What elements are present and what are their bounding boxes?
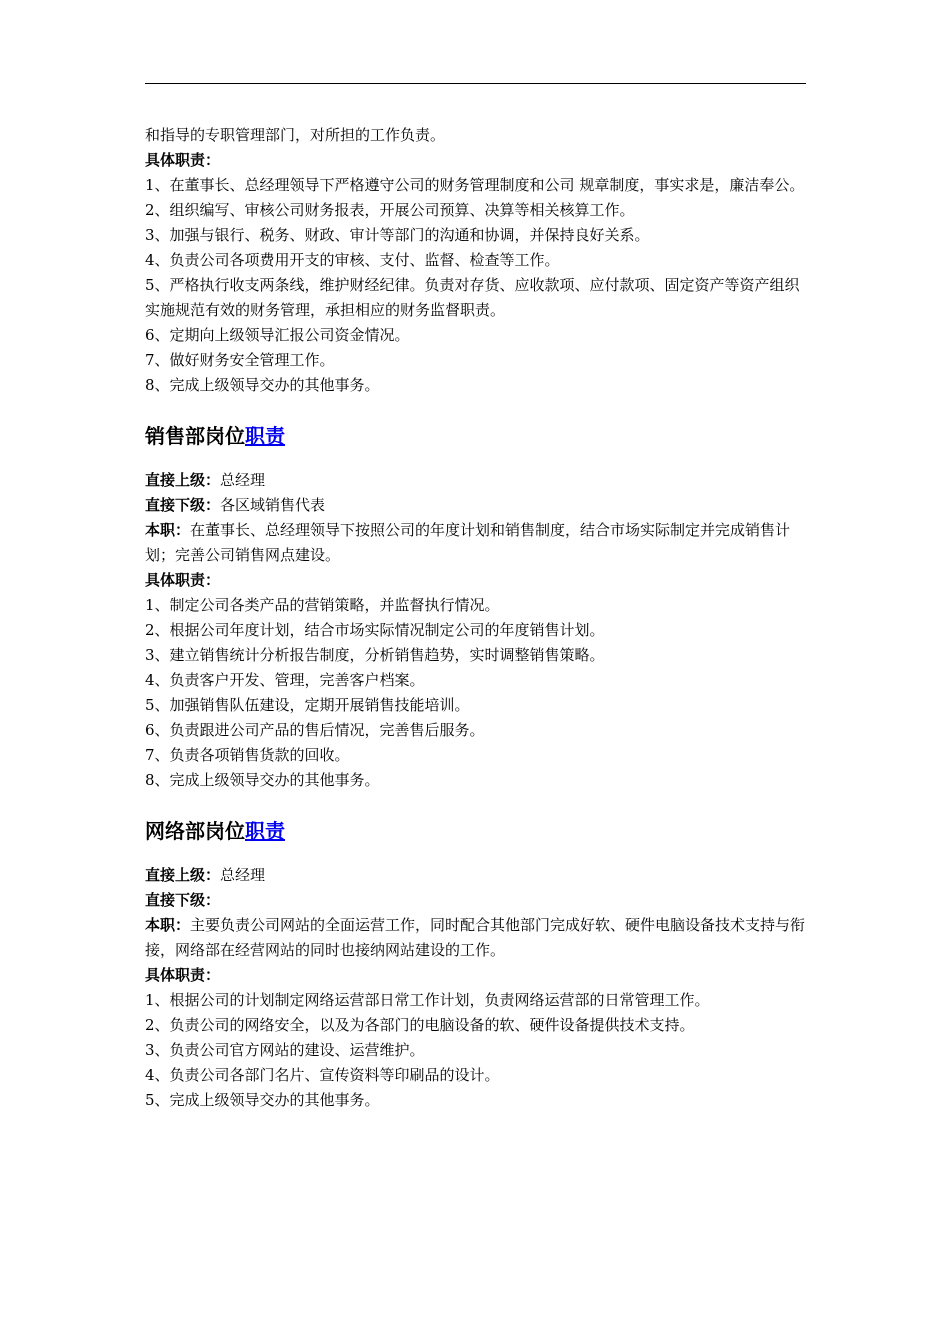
network-subordinate xyxy=(145,888,813,913)
sales-heading xyxy=(145,418,813,454)
finance-duty-item: 6、定期向上级领导汇报公司资金情况。 xyxy=(145,326,410,344)
sales-role-value: 在董事长、总经理领导下按照公司的年度计划和销售制度，结合市场实际制定并完成销售计划；完善公司销售网点建设。 xyxy=(145,521,791,564)
sales-subordinate-label: 直接下级： xyxy=(145,496,221,514)
network-heading xyxy=(145,813,813,849)
sales-duty-item: 7、负责各项销售货款的回收。 xyxy=(145,746,350,764)
network-duties-label: 具体职责： xyxy=(145,966,221,984)
sales-duty-item: 2、根据公司年度计划，结合市场实际情况制定公司的年度销售计划。 xyxy=(145,621,605,639)
sales-role-label: 本职： xyxy=(145,521,191,539)
sales-heading-link[interactable]: 职责 xyxy=(245,424,285,448)
header-rule xyxy=(145,83,806,84)
sales-duties-label: 具体职责： xyxy=(145,571,221,589)
network-superior-label: 直接上级： xyxy=(145,866,221,884)
finance-duty-item: 2、组织编写、审核公司财务报表，开展公司预算、决算等相关核算工作。 xyxy=(145,201,635,219)
network-role-label: 本职： xyxy=(145,916,191,934)
finance-duty-item: 3、加强与银行、税务、财政、审计等部门的沟通和协调，并保持良好关系。 xyxy=(145,226,650,244)
sales-superior-value: 总经理 xyxy=(220,471,266,489)
sales-heading-text: 销售部岗位 xyxy=(145,424,245,448)
network-duty-item: 5、完成上级领导交办的其他事务。 xyxy=(145,1091,380,1109)
sales-duty-item: 5、加强销售队伍建设，定期开展销售技能培训。 xyxy=(145,696,470,714)
network-superior-value: 总经理 xyxy=(220,866,266,884)
document-body xyxy=(145,123,813,1113)
sales-subordinate xyxy=(145,493,813,518)
network-heading-link[interactable]: 职责 xyxy=(245,819,285,843)
sales-duty-item: 1、制定公司各类产品的营销策略，并监督执行情况。 xyxy=(145,596,500,614)
finance-duty-item: 7、做好财务安全管理工作。 xyxy=(145,351,335,369)
finance-duties-label: 具体职责： xyxy=(145,151,221,169)
finance-duty-item: 8、完成上级领导交办的其他事务。 xyxy=(145,376,380,394)
network-duty-item: 4、负责公司各部门名片、宣传资料等印刷品的设计。 xyxy=(145,1066,500,1084)
network-duty-item: 3、负责公司官方网站的建设、运营维护。 xyxy=(145,1041,425,1059)
network-duty-item: 2、负责公司的网络安全，以及为各部门的电脑设备的软、硬件设备提供技术支持。 xyxy=(145,1016,695,1034)
sales-duty-item: 6、负责跟进公司产品的售后情况，完善售后服务。 xyxy=(145,721,485,739)
network-role xyxy=(145,913,813,963)
finance-duty-item: 5、严格执行收支两条线，维护财经纪律。负责对存货、应收款项、应付款项、固定资产等资产组织实施规范有效的财务管理，承担相应的财务监督职责。 xyxy=(145,276,800,319)
sales-superior-label: 直接上级： xyxy=(145,471,221,489)
network-superior xyxy=(145,863,813,888)
network-duty-item: 1、根据公司的计划制定网络运营部日常工作计划，负责网络运营部的日常管理工作。 xyxy=(145,991,710,1009)
sales-subordinate-value: 各区域销售代表 xyxy=(220,496,326,514)
sales-duty-item: 4、负责客户开发、管理，完善客户档案。 xyxy=(145,671,425,689)
sales-superior xyxy=(145,468,813,493)
network-heading-text: 网络部岗位 xyxy=(145,819,245,843)
finance-duty-item: 4、负责公司各项费用开支的审核、支付、监督、检查等工作。 xyxy=(145,251,560,269)
finance-intro: 和指导的专职管理部门，对所担的工作负责。 xyxy=(145,126,446,144)
finance-duty-item: 1、在董事长、总经理领导下严格遵守公司的财务管理制度和公司 规章制度，事实求是，廉洁奉公。 xyxy=(145,176,805,194)
sales-duty-item: 8、完成上级领导交办的其他事务。 xyxy=(145,771,380,789)
sales-duty-item: 3、建立销售统计分析报告制度，分析销售趋势，实时调整销售策略。 xyxy=(145,646,605,664)
network-role-value: 主要负责公司网站的全面运营工作，同时配合其他部门完成好软、硬件电脑设备技术支持与衔接，网络部在经营网站的同时也接纳网站建设的工作。 xyxy=(145,916,806,959)
network-subordinate-label: 直接下级： xyxy=(145,891,221,909)
sales-role xyxy=(145,518,813,568)
